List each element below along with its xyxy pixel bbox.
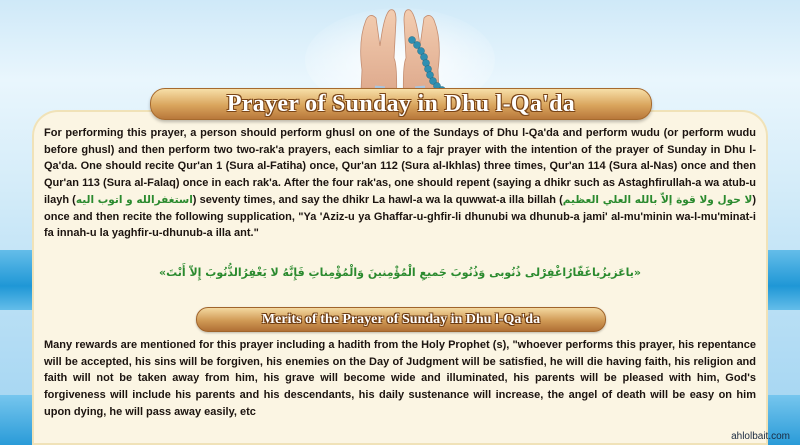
title-banner: [150, 88, 652, 120]
section-subtitle: Merits of the Prayer of Sunday in Dhu l-Qa'da: [261, 311, 541, 327]
merits-paragraph: Many rewards are mentioned for this prayer including a hadith from the Holy Prophet (s), "whoever performs this prayer, his repentance will be accepted, his sins will be forgiven, his enemies on the Day of Judgment will be satisfied, he will die having faith, his religion and faith will not be taken away from him, his grave will become wide and illuminated, his parents will be pleased with him, God's forgiveness will include his parents and his descendants, his daily sustenance will increase, the angel of death will be easy on him upon dying, he will pass away easily, etc: [44, 339, 756, 418]
instructions-text-2: ) seventy times, and say the dhikr La hawl-a wa la quwwat-a illa billah (: [192, 193, 563, 206]
instructions-paragraph: [44, 125, 756, 242]
supplication-arabic: «یاعَزیزُیاغَفّارُاغْفِرْلی ذُنُوبی وَذُنُوبَ جَمیعِ الْمُؤْمِنینَ وَالْمُؤْمِناتِ فَإِنَّهُ لا یَغْفِرُالذُّنُوبَ إِلاّ أَنْتَ»: [159, 266, 641, 279]
arabic-dhikr-istighfar: استغفرالله و اتوب الیه: [75, 193, 193, 206]
subtitle-banner: [196, 307, 606, 332]
arabic-dhikr-hawqala: لا حول ولا قوة إلاّ بالله العلي العظیم: [562, 193, 753, 206]
page-title: Prayer of Sunday in Dhu l-Qa'da: [226, 90, 576, 117]
watermark: ahlolbait.com: [731, 431, 790, 442]
instructions-text-3: ) once and then recite the following supplication, "Ya 'Aziz-u ya Ghaffar-u-ghfir-li dhunubi wa dhunub-a jami' al-mu'minin wa-l-mu'minat-i fa innah-u la yaghfir-u-dhunub-a illa ant.": [44, 193, 756, 240]
instructions-text-1: For performing this prayer, a person should perform ghusl on one of the Sundays of Dhu l-Qa'da and perform wudu (or perform wudu before ghusl) and then perform two two-rak'a prayers, each simliar to a fajr prayer with the intention of the prayer of Sunday in Dhu l-Qa'da. One should recite Qur'an 1 (Sura al-Fatiha) once, Qur'an 112 (Sura al-Ikhlas) three times, Qur'an 114 (Sura al-Nas) once and then Qur'an 113 (Sura al-Falaq) once in each rak'a. After the four rak'as, one should repent (saying a dhikr such as Astaghfirullah-a wa atub-u ilayh (: [44, 127, 756, 206]
